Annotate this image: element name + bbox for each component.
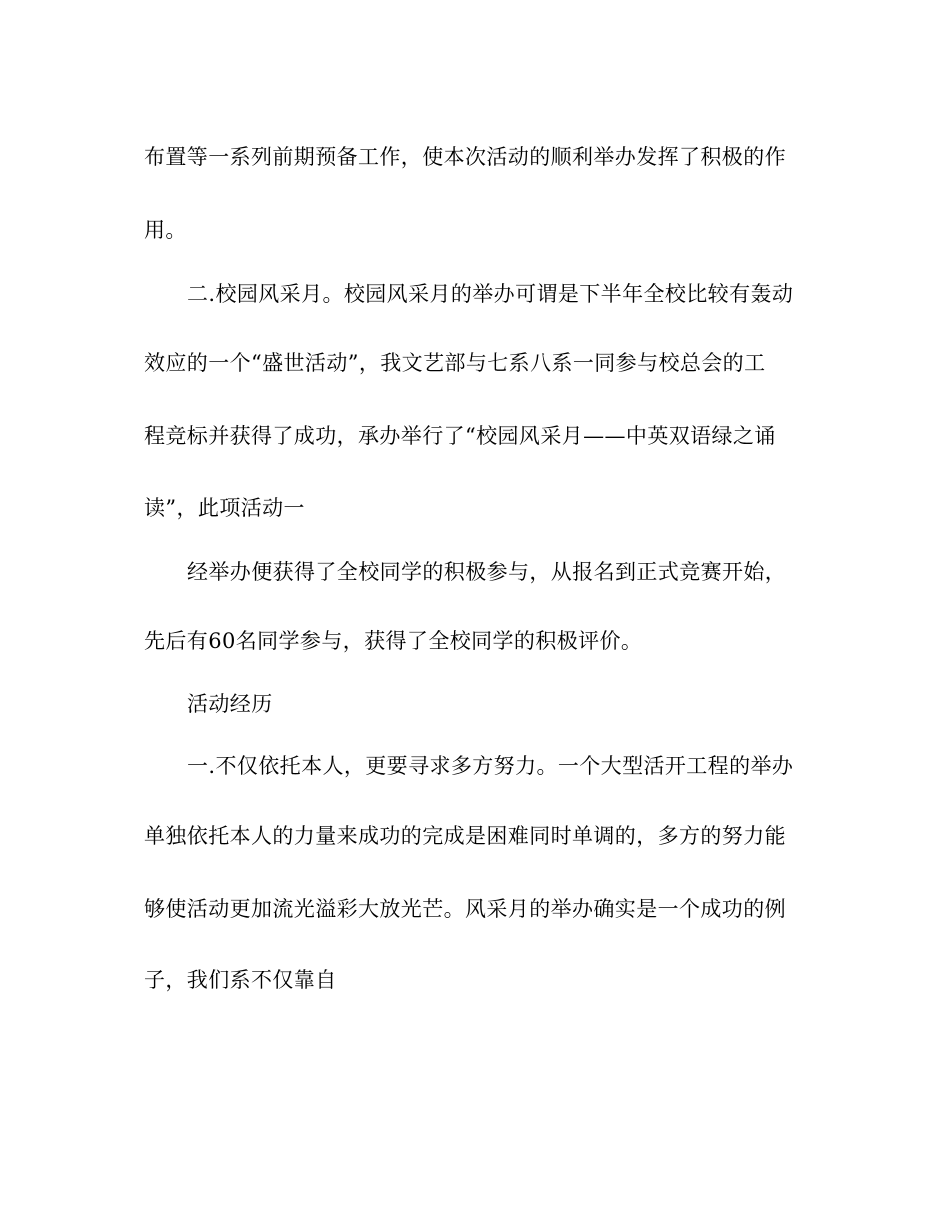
text-line: 单独依托本人的力量来成功的完成是困难同时单调的，多方的努力能 — [144, 824, 786, 848]
text-line: 子，我们系不仅靠自 — [144, 968, 337, 992]
paragraph-line: 经举办便获得了全校同学的积极参与，从报名到正式竞赛开始， — [187, 560, 787, 584]
text-line: 效应的一个“盛世活动”，我文艺部与七系八系一同参与校总会的工 — [144, 351, 766, 375]
text-line: 布置等一系列前期预备工作，使本次活动的顺利举办发挥了积极的作 — [144, 145, 786, 169]
section-heading: 活动经历 — [187, 692, 273, 716]
text-line: 够使活动更加流光溢彩大放光芒。风采月的举办确实是一个成功的例 — [144, 897, 786, 921]
paragraph-line: 二.校园风采月。校园风采月的举办可谓是下半年全校比较有轰动 — [187, 282, 794, 306]
text-line: 读”，此项活动一 — [144, 496, 305, 520]
text-line: 先后有60名同学参与，获得了全校同学的积极评价。 — [144, 629, 643, 653]
paragraph-line: 一.不仅依托本人，更要寻求多方努力。一个大型活开工程的举办 — [187, 754, 794, 778]
text-line: 程竞标并获得了成功，承办举行了“校园风采月——中英双语绿之诵 — [144, 424, 776, 448]
text-line: 用。 — [144, 218, 187, 242]
